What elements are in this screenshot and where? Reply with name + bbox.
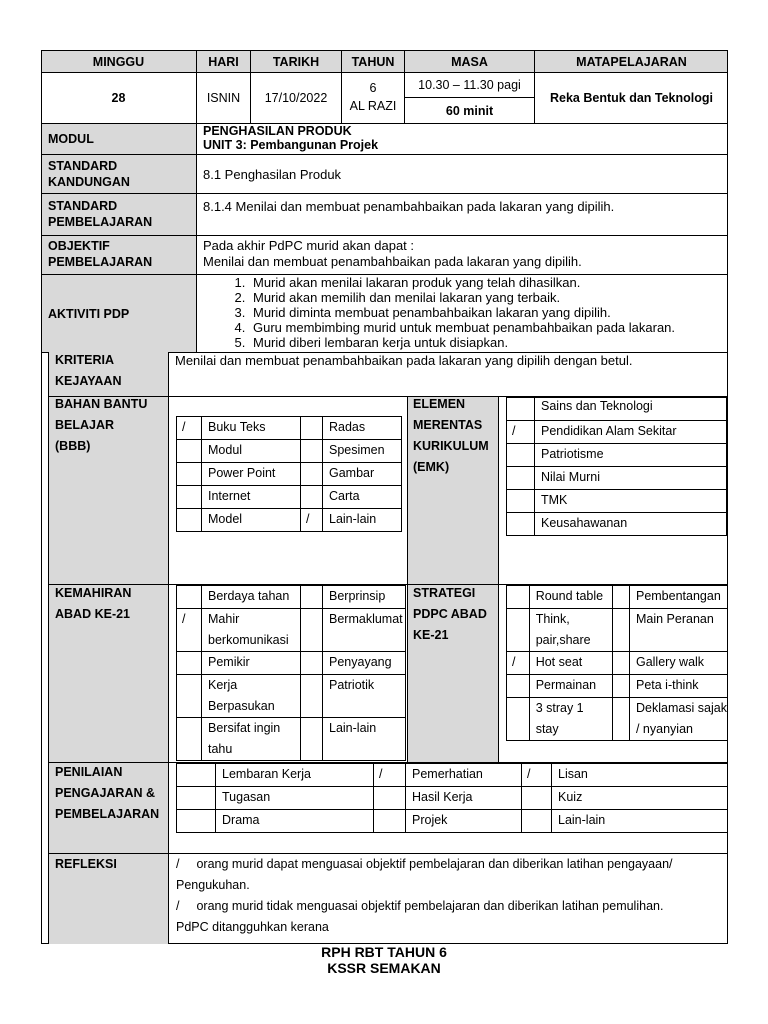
objektif-label — [42, 236, 197, 274]
penilaian-mark[interactable] — [374, 810, 406, 833]
strategi-item: Deklamasi sajak / nyanyian — [629, 698, 727, 741]
penilaian-item: Lembaran Kerja — [216, 764, 374, 787]
penilaian-mark[interactable]: / — [522, 764, 552, 787]
kemahiran-mark[interactable]: / — [177, 609, 202, 652]
bbb-table — [176, 416, 402, 532]
bbb-item: Gambar — [323, 463, 402, 486]
penilaian-item: Tugasan — [216, 787, 374, 810]
bbb-mark[interactable] — [301, 440, 323, 463]
bbb-mark[interactable]: / — [177, 417, 202, 440]
kemahiran-item: Bersifat ingin tahu — [202, 718, 301, 761]
strategi-item: Think, pair,share — [529, 609, 612, 652]
emk-mark[interactable] — [507, 513, 535, 536]
bbb-label-2: BELAJAR — [55, 418, 115, 432]
emk-mark[interactable] — [507, 398, 535, 421]
kemahiran-mark[interactable] — [177, 586, 202, 609]
aktiviti-item: 3. Murid diminta membuat penambahbaikan lakaran yang dipilih. — [249, 305, 728, 320]
strategi-label-1: STRATEGI — [413, 586, 476, 600]
penilaian-table — [176, 763, 728, 833]
table-row — [507, 652, 728, 675]
sp-value: 8.1.4 Menilai dan membuat penambahbaikan pada lakaran yang dipilih. — [203, 199, 615, 214]
col-masa: MASA — [404, 50, 534, 73]
table-row — [507, 467, 727, 490]
bbb-item: Spesimen — [323, 440, 402, 463]
strategi-label-2: PDPC ABAD — [413, 607, 487, 621]
table-row — [507, 586, 728, 609]
objektif-label-1: OBJEKTIF — [48, 239, 110, 253]
aktiviti-item: 4. Guru membimbing murid untuk membuat penambahbaikan pada lakaran. — [249, 320, 728, 335]
strategi-mark[interactable] — [507, 609, 530, 652]
penilaian-item: Drama — [216, 810, 374, 833]
refleksi-line: Pengukuhan. — [176, 878, 250, 892]
bbb-mark[interactable] — [177, 440, 202, 463]
table-row — [177, 718, 406, 761]
kemahiran-item: Patriotik — [323, 675, 406, 718]
table-row — [507, 490, 727, 513]
table-row — [177, 417, 402, 440]
aktiviti-label: AKTIVITI PDP — [42, 275, 197, 352]
col-matapelajaran: MATAPELAJARAN — [534, 50, 728, 73]
aktiviti-item: 5. Murid diberi lembaran kerja untuk disiapkan. — [249, 335, 728, 350]
sk-label-2: KANDUNGAN — [48, 175, 130, 189]
sk-value: 8.1 Penghasilan Produk — [203, 166, 342, 182]
emk-mark[interactable] — [507, 444, 535, 467]
emk-mark[interactable] — [507, 490, 535, 513]
refleksi-line: / orang murid dapat menguasai objektif pembelajaran dan diberikan latihan pengayaan/ — [176, 857, 673, 871]
sk-label-1: STANDARD — [48, 159, 118, 173]
kemahiran-label-1: KEMAHIRAN — [55, 586, 132, 600]
kemahiran-item: Penyayang — [323, 652, 406, 675]
penilaian-item: Pemerhatian — [406, 764, 522, 787]
footer-title: RPH RBT TAHUN 6 — [321, 944, 447, 960]
penilaian-mark[interactable] — [374, 787, 406, 810]
refleksi-line: / orang murid tidak menguasai objektif pembelajaran dan diberikan latihan pemulihan. — [176, 899, 664, 913]
table-row — [177, 440, 402, 463]
emk-item: Nilai Murni — [535, 467, 727, 490]
refleksi-mark[interactable]: / — [176, 857, 180, 871]
objektif-line-1: Pada akhir PdPC murid akan dapat : — [203, 238, 415, 253]
table-row — [177, 486, 402, 509]
bbb-item: Power Point — [202, 463, 301, 486]
table-row — [177, 787, 728, 810]
penilaian-item: Lain-lain — [552, 810, 728, 833]
bbb-mark[interactable] — [177, 509, 202, 532]
strategi-mark[interactable] — [612, 609, 629, 652]
table-row — [177, 463, 402, 486]
table-row — [507, 513, 727, 536]
strategi-mark[interactable] — [612, 652, 629, 675]
strategi-mark[interactable] — [507, 675, 530, 698]
col-tarikh: TARIKH — [250, 50, 341, 73]
kemahiran-item: Kerja Berpasukan — [202, 675, 301, 718]
penilaian-item: Kuiz — [552, 787, 728, 810]
strategi-mark[interactable] — [612, 675, 629, 698]
bbb-item: Lain-lain — [323, 509, 402, 532]
bbb-label-1: BAHAN BANTU — [55, 397, 148, 411]
kriteria-label-2: KEJAYAAN — [55, 374, 122, 388]
emk-item: TMK — [535, 490, 727, 513]
kemahiran-table — [176, 585, 406, 761]
refleksi-mark[interactable]: / — [176, 899, 180, 913]
penilaian-mark[interactable] — [177, 787, 216, 810]
strategi-item: Hot seat — [529, 652, 612, 675]
kemahiran-mark[interactable] — [301, 586, 323, 609]
hari-value: ISNIN — [196, 72, 250, 124]
kriteria-value: Menilai dan membuat penambahbaikan pada lakaran yang dipilih dengan betul. — [175, 353, 633, 368]
table-row — [177, 764, 728, 787]
sp-label-2: PEMBELAJARAN — [48, 215, 153, 229]
modul-title: PENGHASILAN PRODUK — [203, 124, 352, 138]
modul-label: MODUL — [42, 124, 197, 154]
strategi-item: Permainan — [529, 675, 612, 698]
objektif-line-2: Menilai dan membuat penambahbaikan pada lakaran yang dipilih. — [203, 254, 582, 269]
kemahiran-item: Mahir berkomunikasi — [202, 609, 301, 652]
penilaian-mark[interactable] — [522, 810, 552, 833]
table-row — [507, 398, 727, 421]
bbb-label — [55, 394, 165, 457]
kemahiran-mark[interactable] — [301, 718, 323, 761]
bbb-mark[interactable]: / — [301, 509, 323, 532]
col-minggu: MINGGU — [92, 54, 145, 69]
table-row — [177, 609, 406, 652]
emk-item: Pendidikan Alam Sekitar — [535, 421, 727, 444]
emk-mark[interactable]: / — [507, 421, 535, 444]
refleksi-line: PdPC ditangguhkan kerana — [176, 920, 329, 934]
aktiviti-list — [203, 275, 728, 350]
kemahiran-mark[interactable] — [177, 718, 202, 761]
modul-value — [203, 124, 723, 152]
table-row — [507, 698, 728, 741]
table-row — [177, 586, 406, 609]
modul-unit: UNIT 3: Pembangunan Projek — [203, 138, 379, 152]
penilaian-label-3: PEMBELAJARAN — [55, 807, 160, 821]
bbb-label-3: (BBB) — [55, 439, 91, 453]
table-row — [507, 421, 727, 444]
kemahiran-item: Berprinsip — [323, 586, 406, 609]
emk-label-1: ELEMEN — [413, 397, 466, 411]
masa-time: 10.30 – 11.30 pagi — [404, 72, 534, 98]
penilaian-mark[interactable] — [177, 764, 216, 787]
kemahiran-item: Pemikir — [202, 652, 301, 675]
tahun-class: AL RAZI — [349, 99, 397, 113]
strategi-mark[interactable] — [612, 698, 629, 741]
aktiviti-item: 2. Murid akan memilih dan menilai lakaran yang terbaik. — [249, 290, 728, 305]
bbb-item: Buku Teks — [202, 417, 301, 440]
masa-duration: 60 minit — [404, 97, 534, 124]
kriteria-label — [55, 350, 165, 392]
footer — [0, 944, 768, 976]
table-row — [177, 810, 728, 833]
strategi-label — [413, 583, 499, 646]
kemahiran-item: Bermaklumat — [323, 609, 406, 652]
sp-label — [42, 194, 197, 235]
kemahiran-mark[interactable] — [177, 675, 202, 718]
strategi-label-3: KE-21 — [413, 628, 449, 642]
emk-item: Keusahawanan — [535, 513, 727, 536]
penilaian-mark[interactable] — [177, 810, 216, 833]
table-row — [507, 444, 727, 467]
emk-label — [413, 394, 499, 478]
bbb-item: Carta — [323, 486, 402, 509]
sp-label-1: STANDARD — [48, 199, 118, 213]
strategi-mark[interactable] — [612, 586, 629, 609]
emk-item: Patriotisme — [535, 444, 727, 467]
emk-item: Sains dan Teknologi — [535, 398, 727, 421]
strategi-item: Peta i-think — [629, 675, 727, 698]
col-hari: HARI — [196, 50, 250, 73]
emk-label-4: (EMK) — [413, 460, 450, 474]
strategi-mark[interactable] — [507, 698, 530, 741]
penilaian-item: Hasil Kerja — [406, 787, 522, 810]
refleksi-text — [176, 854, 726, 938]
emk-mark[interactable] — [507, 467, 535, 490]
table-row — [177, 509, 402, 532]
bbb-mark[interactable] — [301, 463, 323, 486]
sk-label — [42, 155, 197, 193]
objektif-label-2: PEMBELAJARAN — [48, 255, 153, 269]
aktiviti-item: 1. Murid akan menilai lakaran produk yang telah dihasilkan. — [249, 275, 728, 290]
strategi-item: 3 stray 1 stay — [529, 698, 612, 741]
table-row — [507, 675, 728, 698]
strategi-mark[interactable]: / — [507, 652, 530, 675]
bbb-item: Internet — [202, 486, 301, 509]
kemahiran-item: Berdaya tahan — [202, 586, 301, 609]
strategi-item: Round table — [529, 586, 612, 609]
penilaian-mark[interactable]: / — [374, 764, 406, 787]
emk-label-2: MERENTAS — [413, 418, 483, 432]
emk-table — [506, 397, 727, 536]
penilaian-label — [55, 762, 167, 825]
penilaian-mark[interactable] — [522, 787, 552, 810]
bbb-item: Modul — [202, 440, 301, 463]
objektif-value — [203, 238, 723, 270]
strategi-mark[interactable] — [507, 586, 530, 609]
bbb-mark[interactable] — [177, 463, 202, 486]
penilaian-item: Lisan — [552, 764, 728, 787]
bbb-mark[interactable] — [301, 417, 323, 440]
bbb-mark[interactable] — [177, 486, 202, 509]
refleksi-label: REFLEKSI — [55, 857, 117, 871]
bbb-item: Model — [202, 509, 301, 532]
footer-subtitle: KSSR SEMAKAN — [327, 960, 441, 976]
kemahiran-mark[interactable] — [177, 652, 202, 675]
table-row — [177, 675, 406, 718]
kemahiran-mark[interactable] — [301, 609, 323, 652]
strategi-item: Gallery walk — [629, 652, 727, 675]
kemahiran-mark[interactable] — [301, 675, 323, 718]
penilaian-item: Projek — [406, 810, 522, 833]
table-row — [177, 652, 406, 675]
table-row — [507, 609, 728, 652]
col-tahun: TAHUN — [341, 50, 404, 73]
penilaian-label-2: PENGAJARAN & — [55, 786, 156, 800]
minggu-value: 28 — [111, 91, 126, 105]
kriteria-label-1: KRITERIA — [55, 353, 115, 367]
tarikh-value: 17/10/2022 — [250, 72, 341, 124]
penilaian-label-1: PENILAIAN — [55, 765, 123, 779]
kemahiran-mark[interactable] — [301, 652, 323, 675]
bbb-item: Radas — [323, 417, 402, 440]
bbb-mark[interactable] — [301, 486, 323, 509]
tahun-number: 6 — [369, 81, 377, 95]
kemahiran-item: Lain-lain — [323, 718, 406, 761]
tahun-value — [341, 72, 404, 124]
kemahiran-label-2: ABAD KE-21 — [55, 607, 131, 621]
strategi-table — [506, 585, 728, 741]
strategi-item: Main Peranan — [629, 609, 727, 652]
strategi-item: Pembentangan — [629, 586, 727, 609]
kemahiran-label — [55, 583, 165, 625]
emk-label-3: KURIKULUM — [413, 439, 489, 453]
matapelajaran-value: Reka Bentuk dan Teknologi — [534, 72, 728, 124]
